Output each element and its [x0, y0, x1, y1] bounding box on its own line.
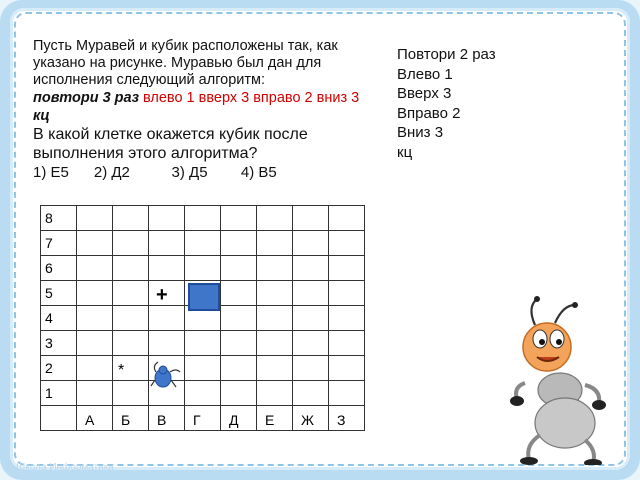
plus-marker: + — [156, 284, 168, 306]
grid-cell — [221, 231, 257, 256]
grid-row — [41, 231, 365, 256]
ant-small-icon — [150, 360, 184, 390]
grid-cell — [113, 281, 149, 306]
grid-row-label-cell — [41, 381, 77, 406]
grid-cell — [149, 206, 185, 231]
grid-row — [41, 331, 365, 356]
grid-row-label-cell — [41, 231, 77, 256]
grid-cell — [329, 281, 365, 306]
column-label: Д — [229, 412, 239, 428]
grid-cell — [221, 206, 257, 231]
program-line: кц — [397, 143, 413, 161]
grid-cell — [77, 206, 113, 231]
row-label: 8 — [45, 210, 53, 226]
program-line: Вправо 2 — [397, 104, 461, 122]
grid-col-label-cell — [329, 406, 365, 431]
grid-row — [41, 206, 365, 231]
grid-cell — [185, 381, 221, 406]
grid-cell — [257, 381, 293, 406]
column-label: Е — [265, 412, 275, 428]
ant-mascot-icon — [505, 295, 615, 465]
grid-cell — [329, 331, 365, 356]
grid-col-label-cell — [77, 406, 113, 431]
grid-cell — [77, 381, 113, 406]
grid-cell — [257, 281, 293, 306]
grid-table — [40, 205, 365, 431]
grid-col-label-cell — [293, 406, 329, 431]
grid-cell — [257, 206, 293, 231]
grid-cell — [257, 306, 293, 331]
grid-cell — [185, 256, 221, 281]
grid-cell — [113, 256, 149, 281]
grid-cell — [113, 331, 149, 356]
grid-row-label-cell — [41, 256, 77, 281]
grid-cell — [293, 356, 329, 381]
grid-cell — [149, 231, 185, 256]
grid-cell — [77, 331, 113, 356]
cube — [188, 283, 220, 311]
column-label: Б — [121, 412, 131, 428]
program-line: Влево 1 — [397, 65, 453, 83]
grid-cell — [77, 356, 113, 381]
task-question: В какой клетке окажется кубик после выполнения этого алгоритма? — [33, 126, 308, 162]
grid-col-label-cell — [185, 406, 221, 431]
row-label: 2 — [45, 360, 53, 376]
grid-row-label-cell — [41, 281, 77, 306]
grid-row — [41, 381, 365, 406]
program-line: Повтори 2 раз — [397, 46, 496, 63]
task-intro: Пусть Муравей и кубик расположены так, как указано на рисунке. Муравью был дан для исполнения следующий алгоритм: — [33, 38, 338, 88]
grid-cell — [113, 231, 149, 256]
column-label: А — [85, 412, 95, 428]
grid-cell — [149, 306, 185, 331]
grid-cell — [257, 231, 293, 256]
grid-row-label-cell — [41, 306, 77, 331]
grid-cell — [113, 206, 149, 231]
grid-row — [41, 256, 365, 281]
grid-col-label-cell — [149, 406, 185, 431]
grid-cell — [257, 331, 293, 356]
grid-cell — [77, 281, 113, 306]
grid-cell — [293, 381, 329, 406]
grid-cell — [77, 306, 113, 331]
grid-cell — [329, 356, 365, 381]
algo-end-keyword: кц — [33, 108, 50, 124]
grid-cell — [149, 331, 185, 356]
task-text — [33, 38, 363, 182]
row-label: 1 — [45, 385, 53, 401]
row-label: 5 — [45, 285, 53, 301]
algorithm-line — [33, 89, 363, 125]
grid-cell — [329, 231, 365, 256]
row-label: 4 — [45, 310, 53, 326]
grid-cell — [221, 381, 257, 406]
field-grid — [40, 205, 365, 431]
grid-col-label-cell — [257, 406, 293, 431]
grid-cell — [185, 356, 221, 381]
grid-cell — [293, 331, 329, 356]
grid-row — [41, 356, 365, 381]
row-label: 6 — [45, 260, 53, 276]
grid-cell — [329, 381, 365, 406]
grid-cell — [257, 356, 293, 381]
row-label: 3 — [45, 335, 53, 351]
answer-options: 1) Е5 2) Д2 3) Д5 4) В5 — [33, 164, 277, 181]
grid-cell — [293, 256, 329, 281]
grid-cell — [293, 281, 329, 306]
column-label: Г — [193, 412, 201, 428]
grid-col-label-cell — [113, 406, 149, 431]
copyright-text: © Школа Информатики — [6, 462, 114, 473]
grid-cell — [221, 306, 257, 331]
grid-cell — [113, 381, 149, 406]
grid-row-label-cell — [41, 331, 77, 356]
column-label: Ж — [301, 412, 314, 428]
grid-cell — [77, 231, 113, 256]
grid-corner-cell — [41, 406, 77, 431]
grid-cell — [329, 306, 365, 331]
algo-repeat-keyword: повтори 3 раз — [33, 90, 139, 106]
grid-row-label-cell — [41, 206, 77, 231]
column-label: З — [337, 412, 346, 428]
grid-cell — [185, 231, 221, 256]
grid-cell — [221, 331, 257, 356]
grid-cell — [185, 331, 221, 356]
program-line: Вниз 3 — [397, 124, 444, 141]
star-marker: * — [118, 362, 125, 379]
grid-cell — [293, 206, 329, 231]
program-line: Вверх 3 — [397, 85, 452, 102]
grid-col-label-cell — [221, 406, 257, 431]
algo-body: влево 1 вверх 3 вправо 2 вниз 3 — [139, 90, 360, 106]
grid-cell — [329, 206, 365, 231]
grid-cell — [77, 256, 113, 281]
grid-cell — [293, 306, 329, 331]
grid-row-label-cell — [41, 356, 77, 381]
column-label: В — [157, 412, 167, 428]
grid-cell — [185, 206, 221, 231]
grid-column-labels — [41, 406, 365, 431]
grid-cell — [221, 281, 257, 306]
program-listing — [397, 45, 496, 162]
grid-cell — [293, 231, 329, 256]
grid-cell — [221, 256, 257, 281]
row-label: 7 — [45, 235, 53, 251]
grid-cell — [257, 256, 293, 281]
grid-cell — [149, 256, 185, 281]
grid-cell — [221, 356, 257, 381]
grid-cell — [329, 256, 365, 281]
grid-cell — [113, 306, 149, 331]
